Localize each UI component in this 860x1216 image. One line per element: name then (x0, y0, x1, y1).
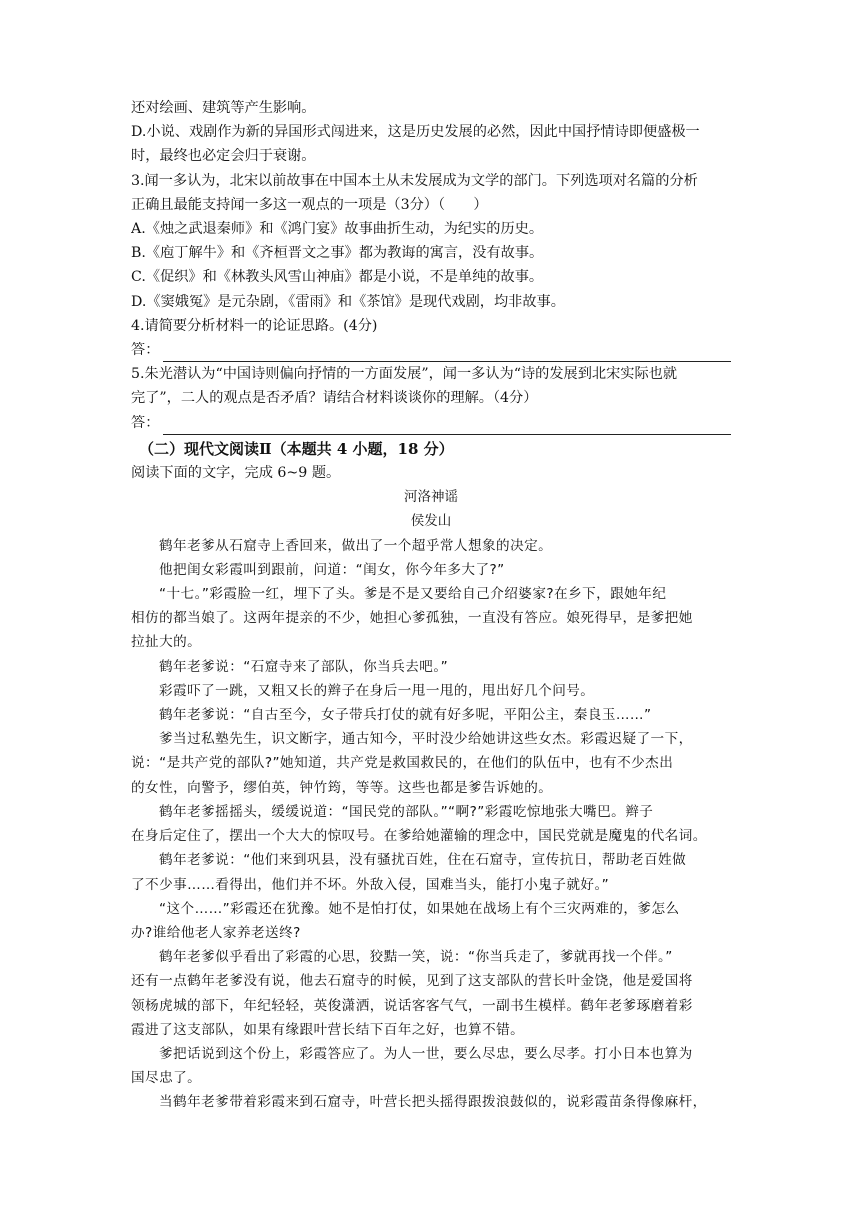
story-line: 了不少事……看得出，他们并不坏。外敌入侵，国难当头，能打小鬼子就好。” (131, 876, 610, 893)
story-line: 爹当过私塾先生，识文断字，通古知今，平时没少给她讲这些女杰。彩霞迟疑了一下， (159, 731, 693, 748)
story-line: 国尽忠了。 (131, 1070, 202, 1087)
story-line: 他把闺女彩霞叫到跟前，问道：“闺女，你今年多大了?” (159, 561, 505, 578)
story-author: 侯发山 (410, 513, 452, 530)
story-line: 鹤年老爹说：“石窟寺来了部队，你当兵去吧。” (159, 658, 449, 675)
answer-label: 答： (131, 342, 160, 359)
story-line: 相仿的都当娘了。这两年提亲的不少，她担心爹孤独，一直没有答应。娘死得早，是爹把她 (131, 610, 693, 627)
story-line: 爹把话说到这个份上，彩霞答应了。为人一世，要么尽忠，要么尽孝。打小日本也算为 (159, 1045, 693, 1062)
question-5-answer (131, 411, 731, 435)
story-line: 说：“是共产党的部队?”她知道，共产党是救国救民的，在他们的队伍中，也有不少杰出 (131, 755, 674, 772)
answer-line[interactable] (163, 418, 731, 435)
question-5-stem: 5.朱光潜认为“中国诗则偏向抒情的一方面发展”，闻一多认为“诗的发展到北宋实际也就 (131, 366, 678, 383)
document-page (131, 96, 731, 1115)
story-line: 还有一点鹤年老爹没有说，他去石窟寺的时候，见到了这支部队的营长叶金饶，他是爱国将 (131, 973, 693, 990)
story-line: 鹤年老爹说：“他们来到巩县，没有骚扰百姓，住在石窟寺，宣传抗日，帮助老百姓做 (159, 852, 687, 869)
section-heading: （二）现代文阅读Ⅱ（本题共 4 小题，18 分） (139, 439, 454, 458)
story-line: 鹤年老爹说：“自古至今，女子带兵打仗的就有好多呢，平阳公主，秦良玉……” (159, 707, 652, 724)
question-3-option-a: A.《烛之武退秦师》和《鸿门宴》故事曲折生动，为纪实的历史。 (131, 221, 544, 238)
answer-line[interactable] (163, 345, 731, 362)
question-4-stem: 4.请简要分析材料一的论证思路。(4分) (131, 317, 378, 334)
question-5-stem-cont: 完了”，二人的观点是否矛盾？请结合材料谈谈你的理解。（4分） (131, 390, 538, 407)
story-line: 彩霞吓了一跳，又粗又长的辫子在身后一甩一甩的，甩出好几个问号。 (159, 682, 595, 699)
option-c-continuation: 还对绘画、建筑等产生影响。 (131, 100, 316, 116)
story-line: 鹤年老爹摇摇头，缓缓说道：“国民党的部队。”“啊?”彩霞吃惊地张大嘴巴。辫子 (159, 803, 654, 820)
story-line: 办?谁给他老人家养老送终? (131, 924, 301, 941)
question-3-stem-cont: 正确且最能支持闻一多这一观点的一项是（3分）（ ） (131, 196, 488, 213)
section-instruction: 阅读下面的文字，完成 6~9 题。 (131, 465, 341, 482)
story-line: 鹤年老爹从石窟寺上香回来，做出了一个超乎常人想象的决定。 (159, 537, 553, 554)
option-d-line2: 时，最终也必定会归于衰谢。 (131, 148, 316, 165)
question-3-option-b: B.《庖丁解牛》和《齐桓晋文之事》都为教诲的寓言，没有故事。 (131, 245, 544, 262)
story-line: 领杨虎城的部下，年纪轻轻，英俊潇洒，说话客客气气，一副书生模样。鹤年老爹琢磨着彩 (131, 997, 693, 1014)
question-3-option-d: D.《窦娥冤》是元杂剧，《雷雨》和《茶馆》是现代戏剧，均非故事。 (131, 293, 565, 310)
option-d-line1: D.小说、戏剧作为新的异国形式闯进来，这是历史发展的必然，因此中国抒情诗即便盛极一 (131, 124, 700, 141)
story-line: 当鹤年老爹带着彩霞来到石窟寺，叶营长把头摇得跟拨浪鼓似的，说彩霞苗条得像麻杆， (159, 1094, 707, 1111)
story-line: 的女性，向警予，缪伯英，钟竹筠，等等。这些也都是爹告诉她的。 (131, 779, 553, 796)
question-4-answer (131, 338, 731, 362)
story-line: “十七。”彩霞脸一红，埋下了头。爹是不是又要给自己介绍婆家?在乡下，跟她年纪 (159, 586, 667, 603)
story-title: 河洛神谣 (404, 489, 458, 506)
story-line: 拉扯大的。 (131, 634, 202, 651)
story-line: “这个……”彩霞还在犹豫。她不是怕打仗，如果她在战场上有个三灾两难的，爹怎么 (159, 900, 680, 917)
story-body (131, 534, 731, 1115)
question-3-option-c: C.《促织》和《林教头风雪山神庙》都是小说，不是单纯的故事。 (131, 269, 544, 286)
question-3-stem: 3.闻一多认为，北宋以前故事在中国本土从未发展成为文学的部门。下列选项对名篇的分析 (131, 172, 698, 189)
story-line: 霞进了这支部队，如果有缘跟叶营长结下百年之好，也算不错。 (131, 1021, 525, 1038)
story-line: 鹤年老爹似乎看出了彩霞的心思，狡黠一笑，说：“你当兵走了，爹就再找一个伴。” (159, 949, 673, 966)
story-line: 在身后定住了，摆出一个大大的惊叹号。在爹给她灌输的理念中，国民党就是魔鬼的代名词。 (131, 828, 707, 845)
answer-label: 答： (131, 414, 160, 431)
